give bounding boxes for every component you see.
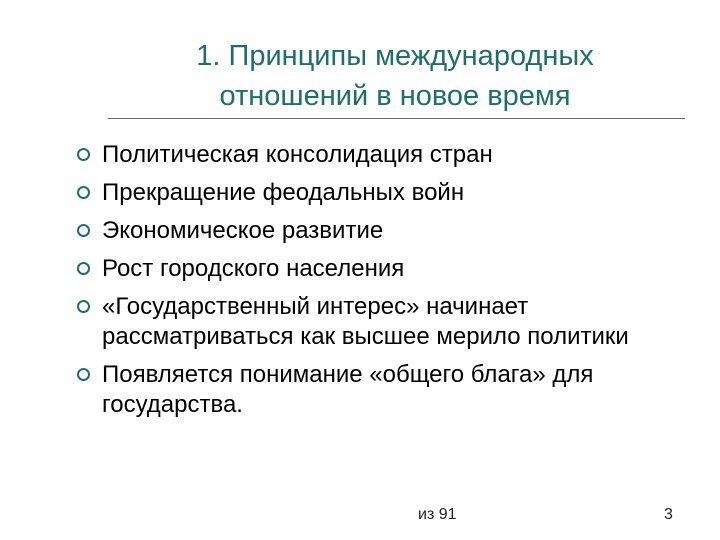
bullet-item bbox=[74, 178, 700, 208]
hollow-circle-bullet-icon bbox=[77, 224, 90, 237]
bullet-text: «Государственный интерес» начинает рассматриваться как высшее мерило политики bbox=[102, 293, 629, 350]
bullet-item bbox=[74, 216, 700, 246]
bullet-text: Появляется понимание «общего блага» для государства. bbox=[102, 361, 594, 418]
slide-title-line-1: 1. Принципы международных bbox=[196, 40, 594, 72]
hollow-circle-bullet-icon bbox=[77, 262, 90, 275]
bullet-item bbox=[74, 140, 700, 170]
bullet-item bbox=[74, 360, 700, 420]
bullet-text: Экономическое развитие bbox=[102, 217, 384, 244]
bullet-list bbox=[74, 140, 700, 428]
hollow-circle-bullet-icon bbox=[77, 148, 90, 161]
footer-total-pages: из 91 bbox=[418, 506, 457, 523]
bullet-item bbox=[74, 254, 700, 284]
bullet-text: Рост городского населения bbox=[102, 255, 405, 282]
bullet-text: Прекращение феодальных войн bbox=[102, 179, 465, 206]
slide-title-line-2: отношений в новое время bbox=[219, 80, 571, 112]
footer-page-number: 3 bbox=[664, 506, 673, 523]
hollow-circle-bullet-icon bbox=[77, 368, 90, 381]
bullet-text: Политическая консолидация стран bbox=[102, 141, 493, 168]
hollow-circle-bullet-icon bbox=[77, 186, 90, 199]
hollow-circle-bullet-icon bbox=[77, 300, 90, 313]
slide-title bbox=[100, 36, 690, 116]
title-divider bbox=[108, 118, 685, 119]
bullet-item bbox=[74, 292, 700, 352]
